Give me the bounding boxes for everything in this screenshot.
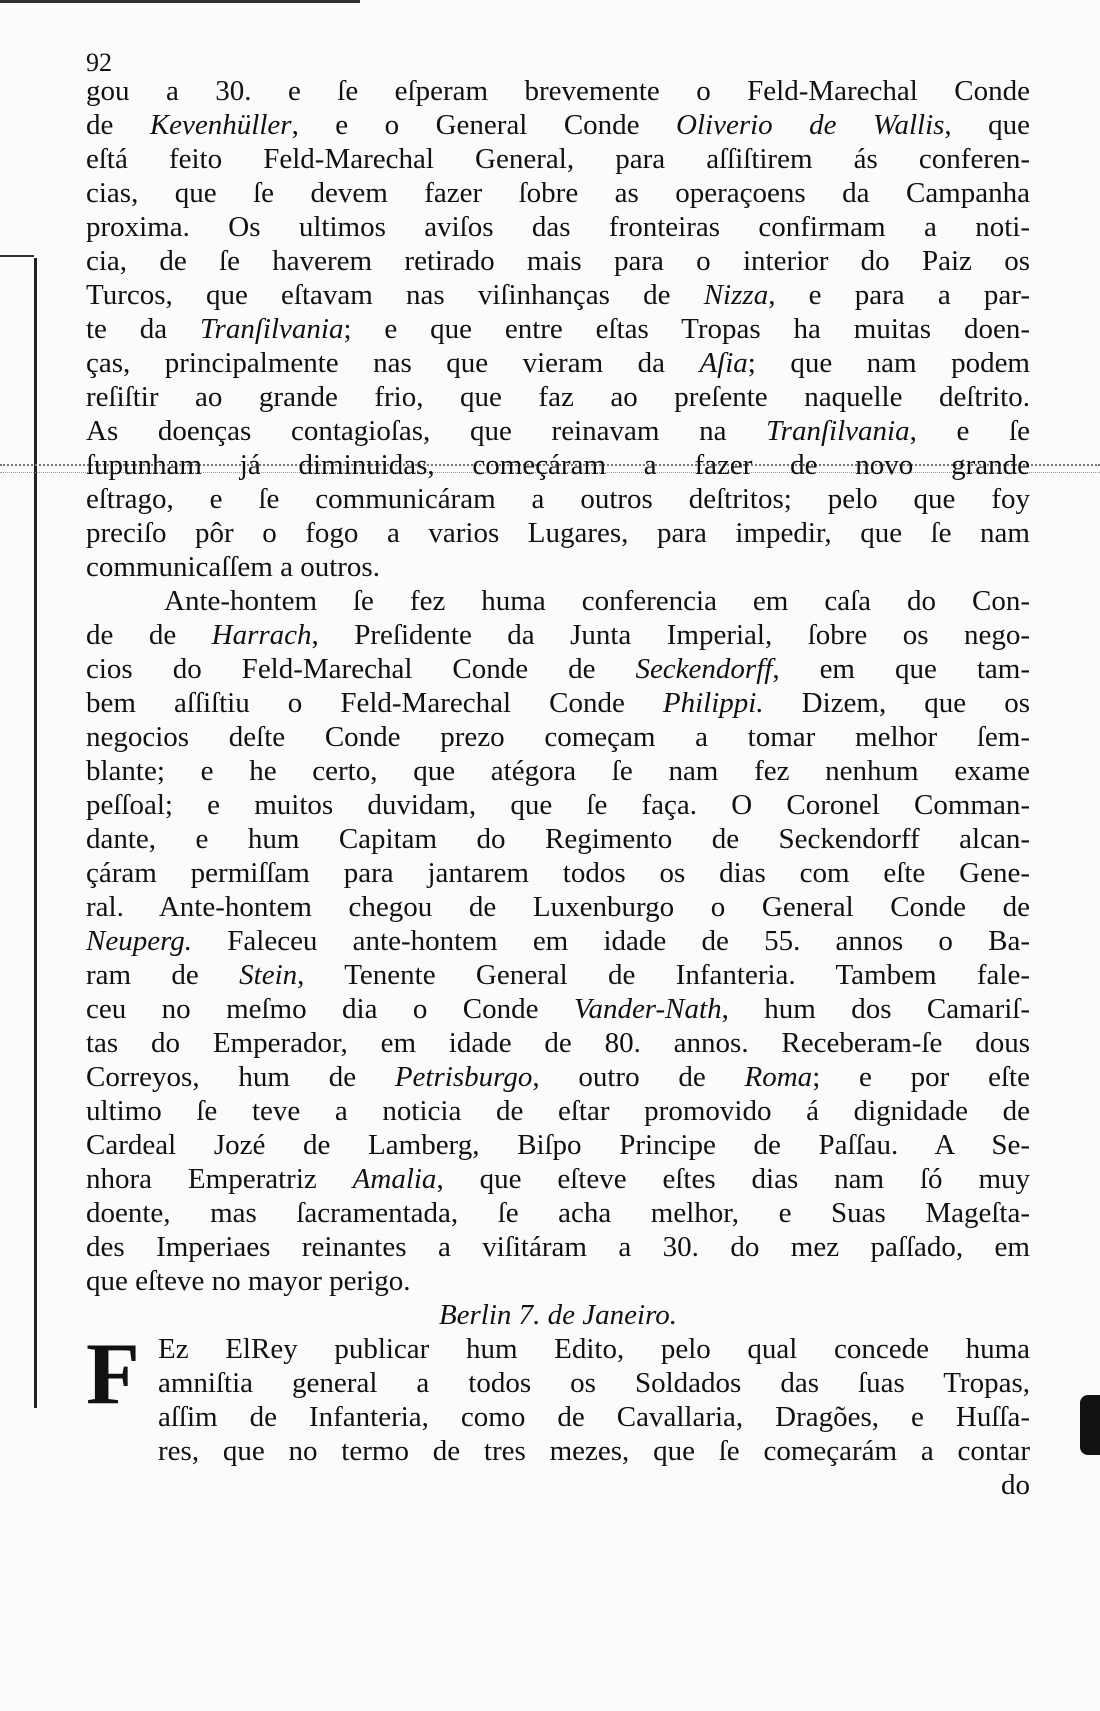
italic-name: Aſia [699,347,748,379]
text-segment: cia, de ſe haverem retirado mais para o interior do Paiz os [86,245,1030,277]
text-segment: do [1001,1469,1030,1501]
italic-name: Philippi. [662,687,764,719]
margin-tick [0,255,34,257]
catchword [86,1468,1030,1502]
text-line [86,380,1030,414]
text-line [86,822,1030,856]
text-line [86,1400,1030,1434]
text-segment: negocios deſte Conde prezo começam a tomar melhor ſem- [86,721,1030,753]
text-segment: proxima. Os ultimos aviſos das fronteiras confirmam a noti- [86,211,1030,243]
text-line [86,1162,1030,1196]
page-number: 92 [86,48,112,77]
text-segment: doente, mas ſacramentada, ſe acha melhor, e Suas Mageſta- [86,1197,1030,1229]
body-text [86,74,1030,1502]
italic-name: Roma [744,1061,813,1093]
text-segment: Cardeal Jozé de Lamberg, Biſpo Principe de Paſſau. A Se- [86,1129,1030,1161]
text-segment: , Preſidente da Junta Imperial, ſobre os nego- [311,619,1030,651]
italic-name: Tranſilvania [766,415,910,447]
text-line [86,686,1030,720]
text-line [86,1230,1030,1264]
text-segment: peſſoal; e muitos duvidam, que ſe faça. O Coronel Comman- [86,789,1030,821]
italic-name: Amalia [352,1163,437,1195]
text-line [86,244,1030,278]
text-line [86,210,1030,244]
text-line [86,516,1030,550]
text-line [86,1366,1030,1400]
text-segment: cias, que ſe devem fazer ſobre as operaçoens da Campanha [86,177,1030,209]
text-segment: de [86,109,150,141]
text-line [86,1094,1030,1128]
text-segment: Turcos, que eſtavam nas viſinhanças de [86,279,704,311]
margin-rule [34,258,37,1408]
text-segment: Ante-hontem ſe fez huma conferencia em caſa do Con- [164,585,1030,617]
italic-name: Stein [239,959,298,991]
text-segment: Berlin 7. de Janeiro. [438,1299,678,1331]
text-segment: eſtá feito Feld-Marechal General, para aſſiſtirem ás conferen- [86,143,1030,175]
text-segment: gou a 30. e ſe eſperam brevemente o Feld-Marechal Conde [86,75,1030,107]
text-segment: communicaſſem a outros. [86,551,380,583]
text-segment: ſupunham já diminuidas, começáram a fazer de novo grande [86,449,1030,481]
text-line [86,1060,1030,1094]
text-line [86,1128,1030,1162]
text-line [86,278,1030,312]
text-line [86,618,1030,652]
text-segment: Ez ElRey publicar hum Edito, pelo qual concede huma [158,1333,1030,1365]
text-segment: , e para a par- [768,279,1030,311]
text-line [86,448,1030,482]
text-line [86,312,1030,346]
text-line [86,754,1030,788]
text-segment: res, que no termo de tres mezes, que ſe começarám a contar [158,1435,1030,1467]
text-segment: de de [86,619,212,651]
text-segment: ças, principalmente nas que vieram da [86,347,700,379]
text-segment: , que [944,109,1031,141]
italic-name: Petrisburgo [394,1061,533,1093]
section-heading [86,1298,1030,1332]
text-segment: reſiſtir ao grande frio, que faz ao preſente naquelle deſtrito. [86,381,1030,413]
top-rule [0,0,360,3]
text-segment: ; e que entre eſtas Tropas ha muitas doen- [343,313,1030,345]
edge-blot [1080,1395,1100,1455]
text-line [86,924,1030,958]
text-line [86,414,1030,448]
text-line [86,992,1030,1026]
text-segment: tas do Emperador, em idade de 80. annos. Receberam-ſe dous [86,1027,1030,1059]
text-line [86,1196,1030,1230]
drop-cap: F [86,1326,140,1423]
italic-name: Kevenhüller [149,109,292,141]
text-segment: çáram permiſſam para jantarem todos os dias com eſte Gene- [86,857,1030,889]
text-line [86,142,1030,176]
text-segment: ceu no meſmo dia o Conde [86,993,574,1025]
text-segment: Faleceu ante-hontem em idade de 55. annos o Ba- [192,925,1030,957]
text-line [86,856,1030,890]
text-segment: Dizem, que os [763,687,1030,719]
italic-name: Neuperg. [86,925,193,957]
text-segment: , e o General Conde [291,109,677,141]
text-line [86,584,1030,618]
text-line [86,652,1030,686]
text-line [86,550,1030,584]
text-line [86,1026,1030,1060]
text-line [86,720,1030,754]
text-segment: amniſtia general a todos os Soldados das ſuas Tropas, [158,1367,1030,1399]
text-segment: des Imperiaes reinantes a viſitáram a 30. do mez paſſado, em [86,1231,1030,1263]
text-line [86,788,1030,822]
italic-name: Harrach [211,619,312,651]
text-segment: eſtrago, e ſe communicáram a outros deſtritos; pelo que foy [86,483,1030,515]
text-line [86,346,1030,380]
italic-name: Seckendorff [635,653,773,685]
text-line [86,1332,1030,1366]
text-segment: que eſteve no mayor perigo. [86,1265,411,1297]
text-segment: preciſo pôr o fogo a varios Lugares, para impedir, que ſe nam [86,517,1030,549]
text-segment: ultimo ſe teve a noticia de eſtar promovido á dignidade de [86,1095,1030,1127]
text-line [86,108,1030,142]
text-segment: cios do Feld-Marechal Conde de [86,653,636,685]
text-segment: nhora Emperatriz [86,1163,353,1195]
text-segment: blante; e he certo, que atégora ſe nam fez nenhum exame [86,755,1030,787]
italic-name: Tranſilvania [200,313,344,345]
italic-name: Nizza [703,279,769,311]
text-line [86,74,1030,108]
text-line [86,1264,1030,1298]
text-segment: ram de [86,959,240,991]
text-segment: As doenças contagioſas, que reinavam na [86,415,767,447]
text-segment: Correyos, hum de [86,1061,395,1093]
text-line [86,890,1030,924]
text-line [86,1434,1030,1468]
text-segment: , que eſteve eſtes dias nam ſó muy [436,1163,1030,1195]
text-segment: , e ſe [909,415,1030,447]
text-segment: , Tenente General de Infanteria. Tambem fale- [297,959,1030,991]
text-segment: , hum dos Camariſ- [721,993,1030,1025]
text-segment: aſſim de Infanteria, como de Cavallaria, Dragões, e Huſſa- [158,1401,1030,1433]
italic-name: Oliverio de Wallis [676,109,945,141]
text-line [86,482,1030,516]
text-segment: , outro de [532,1061,745,1093]
text-segment: dante, e hum Capitam do Regimento de Seckendorff alcan- [86,823,1030,855]
italic-name: Vander-Nath [573,993,722,1025]
text-segment: ; que nam podem [747,347,1030,379]
text-segment: te da [86,313,201,345]
text-segment: ral. Ante-hontem chegou de Luxenburgo o General Conde de [86,891,1030,923]
text-segment: bem aſſiſtiu o Feld-Marechal Conde [86,687,663,719]
text-segment: ; e por eſte [812,1061,1030,1093]
text-line [86,176,1030,210]
text-segment: , em que tam- [772,653,1030,685]
text-line [86,958,1030,992]
